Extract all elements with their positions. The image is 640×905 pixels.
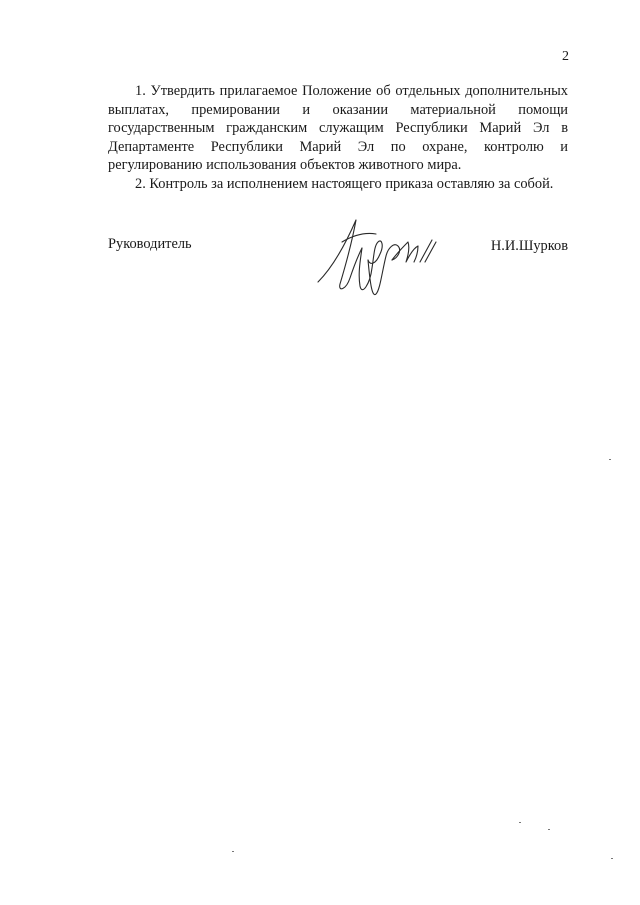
scan-speck xyxy=(548,829,550,830)
scan-speck xyxy=(611,858,613,859)
page-number: 2 xyxy=(562,49,569,64)
order-text xyxy=(108,82,568,194)
paragraph-control: 2. Контроль за исполнением настоящего приказа оставляю за собой. xyxy=(135,175,554,192)
scan-speck xyxy=(519,822,521,823)
signatory-position: Руководитель xyxy=(108,236,192,252)
handwritten-signature xyxy=(312,212,442,302)
scan-speck xyxy=(609,459,611,460)
signature-block xyxy=(108,232,568,302)
scan-speck xyxy=(232,851,234,852)
paragraph-approve: 1. Утвердить прилагаемое Положение об отдельных дополнительных выплатах, премировании и оказании материальной помощи государственным гражданским служащим Республики Марий Эл в Департаменте Республики Марий Эл по охране, контролю и регулированию использования объектов животного мира. xyxy=(108,83,568,174)
signatory-name: Н.И.Шурков xyxy=(490,238,568,254)
